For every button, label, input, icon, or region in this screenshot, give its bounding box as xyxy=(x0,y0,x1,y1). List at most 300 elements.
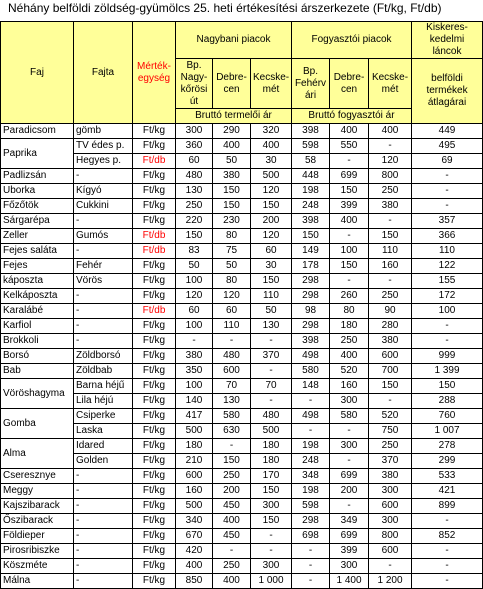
cell-price: 500 xyxy=(176,499,213,514)
cell-price: 417 xyxy=(176,409,213,424)
cell-faj: Padlizsán xyxy=(1,169,74,184)
cell-faj: káposzta xyxy=(1,274,74,289)
cell-price: 148 xyxy=(292,379,330,394)
cell-price: - xyxy=(292,394,330,409)
cell-fajta: - xyxy=(74,289,133,304)
cell-faj: Pirosribiszke xyxy=(1,544,74,559)
cell-faj: Sárgarépa xyxy=(1,214,74,229)
cell-price: 420 xyxy=(176,544,213,559)
cell-unit: Ft/kg xyxy=(133,139,176,154)
table-row xyxy=(1,364,483,379)
cell-fajta: - xyxy=(74,244,133,259)
cell-price: 60 xyxy=(213,304,251,319)
cell-price: 100 xyxy=(176,319,213,334)
table-row xyxy=(1,559,483,574)
cell-price: 50 xyxy=(213,259,251,274)
cell-fajta: Cukkini xyxy=(74,199,133,214)
cell-price: 298 xyxy=(292,319,330,334)
cell-price: - xyxy=(251,364,292,379)
header-nagybani: Nagybani piacok xyxy=(176,22,292,59)
cell-price: 150 xyxy=(213,184,251,199)
cell-price: 288 xyxy=(412,394,483,409)
cell-price: 300 xyxy=(330,559,369,574)
table-row xyxy=(1,214,483,229)
table-row xyxy=(1,469,483,484)
table-row xyxy=(1,514,483,529)
cell-fajta: - xyxy=(74,559,133,574)
cell-price: 100 xyxy=(176,274,213,289)
cell-price: 110 xyxy=(251,289,292,304)
cell-price: 98 xyxy=(292,304,330,319)
cell-unit: Ft/kg xyxy=(133,574,176,589)
cell-unit: Ft/kg xyxy=(133,499,176,514)
cell-fajta: Zöldbab xyxy=(74,364,133,379)
table-row xyxy=(1,409,483,424)
cell-price: 380 xyxy=(369,469,412,484)
table-row xyxy=(1,574,483,589)
cell-unit: Ft/kg xyxy=(133,469,176,484)
cell-price: 150 xyxy=(251,514,292,529)
cell-price: - xyxy=(412,514,483,529)
cell-unit: Ft/db xyxy=(133,229,176,244)
cell-price: 298 xyxy=(292,274,330,289)
cell-price: 598 xyxy=(292,499,330,514)
cell-price: 380 xyxy=(369,334,412,349)
cell-price: 398 xyxy=(292,214,330,229)
cell-price: 180 xyxy=(251,454,292,469)
cell-unit: Ft/kg xyxy=(133,124,176,139)
cell-price: - xyxy=(412,574,483,589)
cell-price: 130 xyxy=(213,394,251,409)
cell-price: - xyxy=(292,574,330,589)
cell-price: 230 xyxy=(213,214,251,229)
cell-price: 300 xyxy=(251,499,292,514)
cell-price: 150 xyxy=(176,229,213,244)
cell-price: 380 xyxy=(213,169,251,184)
cell-price: 520 xyxy=(369,409,412,424)
cell-fajta: Zöldborsó xyxy=(74,349,133,364)
cell-price: 533 xyxy=(412,469,483,484)
cell-unit: Ft/kg xyxy=(133,334,176,349)
cell-faj: Bab xyxy=(1,364,74,379)
cell-price: 498 xyxy=(292,349,330,364)
table-row xyxy=(1,124,483,139)
cell-faj: Földieper xyxy=(1,529,74,544)
cell-price: 80 xyxy=(213,229,251,244)
cell-price: 300 xyxy=(330,439,369,454)
cell-price: 250 xyxy=(369,184,412,199)
cell-price: 480 xyxy=(176,169,213,184)
cell-price: 600 xyxy=(369,349,412,364)
cell-price: - xyxy=(330,454,369,469)
table-row xyxy=(1,454,483,469)
cell-price: 30 xyxy=(251,259,292,274)
cell-fajta: Barna héjű xyxy=(74,379,133,394)
cell-price: 120 xyxy=(213,289,251,304)
table-row xyxy=(1,484,483,499)
cell-price: 450 xyxy=(213,529,251,544)
cell-faj: Paprika xyxy=(1,139,74,169)
cell-price: 580 xyxy=(292,364,330,379)
cell-price: 300 xyxy=(176,124,213,139)
cell-price: 80 xyxy=(330,304,369,319)
cell-price: 495 xyxy=(412,139,483,154)
cell-price: 248 xyxy=(292,199,330,214)
cell-price: 298 xyxy=(292,514,330,529)
cell-price: 50 xyxy=(176,259,213,274)
cell-unit: Ft/kg xyxy=(133,454,176,469)
table-row xyxy=(1,139,483,154)
cell-price: 600 xyxy=(176,469,213,484)
cell-faj: Paradicsom xyxy=(1,124,74,139)
cell-faj: Kelkáposzta xyxy=(1,289,74,304)
cell-price: - xyxy=(369,274,412,289)
cell-price: 999 xyxy=(412,349,483,364)
cell-price: - xyxy=(213,439,251,454)
cell-price: 70 xyxy=(213,379,251,394)
cell-unit: Ft/kg xyxy=(133,439,176,454)
cell-price: 370 xyxy=(369,454,412,469)
cell-price: 150 xyxy=(292,229,330,244)
cell-price: 100 xyxy=(412,304,483,319)
cell-unit: Ft/kg xyxy=(133,184,176,199)
cell-price: - xyxy=(412,199,483,214)
cell-unit: Ft/db xyxy=(133,154,176,169)
table-row xyxy=(1,424,483,439)
cell-price: 210 xyxy=(176,454,213,469)
cell-price: 400 xyxy=(330,214,369,229)
cell-fajta: - xyxy=(74,334,133,349)
cell-price: 140 xyxy=(176,394,213,409)
table-row xyxy=(1,349,483,364)
cell-faj: Gomba xyxy=(1,409,74,439)
cell-price: 250 xyxy=(330,334,369,349)
cell-price: - xyxy=(251,334,292,349)
cell-price: 400 xyxy=(330,349,369,364)
cell-faj: Karfiol xyxy=(1,319,74,334)
table-row xyxy=(1,529,483,544)
cell-unit: Ft/kg xyxy=(133,514,176,529)
cell-price: 90 xyxy=(369,304,412,319)
cell-price: 899 xyxy=(412,499,483,514)
cell-price: 400 xyxy=(213,514,251,529)
cell-price: - xyxy=(213,544,251,559)
table-row xyxy=(1,244,483,259)
cell-price: 670 xyxy=(176,529,213,544)
table-row xyxy=(1,394,483,409)
cell-unit: Ft/kg xyxy=(133,319,176,334)
cell-price: - xyxy=(213,334,251,349)
header-debrecen-nagybani: Debre-cen xyxy=(213,59,251,109)
cell-price: 50 xyxy=(251,304,292,319)
cell-price: - xyxy=(292,424,330,439)
header-fogyasztoi: Fogyasztói piacok xyxy=(292,22,412,59)
cell-price: - xyxy=(251,394,292,409)
header-kecskemet-nagybani: Kecske-mét xyxy=(251,59,292,109)
cell-faj: Uborka xyxy=(1,184,74,199)
cell-price: 150 xyxy=(369,229,412,244)
cell-price: 370 xyxy=(251,349,292,364)
cell-price: - xyxy=(369,214,412,229)
cell-price: 250 xyxy=(213,559,251,574)
cell-price: - xyxy=(412,319,483,334)
cell-price: 580 xyxy=(213,409,251,424)
cell-price: 130 xyxy=(176,184,213,199)
cell-unit: Ft/kg xyxy=(133,199,176,214)
cell-price: 100 xyxy=(330,244,369,259)
cell-price: 160 xyxy=(176,484,213,499)
cell-price: 800 xyxy=(369,169,412,184)
cell-price: 180 xyxy=(330,319,369,334)
cell-unit: Ft/kg xyxy=(133,364,176,379)
cell-faj: Borsó xyxy=(1,349,74,364)
cell-fajta: gömb xyxy=(74,124,133,139)
cell-price: 60 xyxy=(251,244,292,259)
table-row xyxy=(1,319,483,334)
cell-price: 800 xyxy=(369,529,412,544)
cell-faj: Alma xyxy=(1,439,74,469)
cell-price: 421 xyxy=(412,484,483,499)
cell-fajta: Kígyó xyxy=(74,184,133,199)
cell-faj: Karalábé xyxy=(1,304,74,319)
cell-price: 200 xyxy=(251,214,292,229)
header-kisker-sub: belföldi termékek átlagárai xyxy=(412,59,483,124)
cell-faj: Meggy xyxy=(1,484,74,499)
cell-price: - xyxy=(369,139,412,154)
cell-price: 598 xyxy=(292,139,330,154)
cell-unit: Ft/kg xyxy=(133,529,176,544)
cell-price: 400 xyxy=(213,139,251,154)
cell-price: 320 xyxy=(251,124,292,139)
cell-price: 600 xyxy=(213,364,251,379)
cell-fajta: - xyxy=(74,319,133,334)
cell-price: 60 xyxy=(176,154,213,169)
cell-price: 58 xyxy=(292,154,330,169)
cell-price: 700 xyxy=(369,364,412,379)
table-row xyxy=(1,229,483,244)
cell-price: 60 xyxy=(176,304,213,319)
cell-fajta: - xyxy=(74,214,133,229)
cell-price: 1 399 xyxy=(412,364,483,379)
cell-price: - xyxy=(412,544,483,559)
cell-unit: Ft/kg xyxy=(133,484,176,499)
cell-faj: Málna xyxy=(1,574,74,589)
table-row xyxy=(1,259,483,274)
cell-faj: Őszibarack xyxy=(1,514,74,529)
cell-price: 180 xyxy=(176,439,213,454)
table-row xyxy=(1,379,483,394)
header-kisker: Kiskeres-kedelmi láncok xyxy=(412,22,483,59)
cell-price: 198 xyxy=(292,439,330,454)
cell-fajta: - xyxy=(74,514,133,529)
cell-price: 83 xyxy=(176,244,213,259)
cell-unit: Ft/db xyxy=(133,304,176,319)
header-brutto-termeloi: Bruttó termelői ár xyxy=(176,109,292,124)
cell-faj: Kajszibarack xyxy=(1,499,74,514)
cell-fajta: Lila héjú xyxy=(74,394,133,409)
cell-price: 150 xyxy=(213,199,251,214)
cell-price: 698 xyxy=(292,529,330,544)
cell-price: 400 xyxy=(251,139,292,154)
cell-unit: Ft/kg xyxy=(133,349,176,364)
cell-fajta: Hegyes p. xyxy=(74,154,133,169)
cell-fajta: - xyxy=(74,469,133,484)
cell-fajta: Idared xyxy=(74,439,133,454)
cell-fajta: Golden xyxy=(74,454,133,469)
cell-unit: Ft/kg xyxy=(133,274,176,289)
cell-price: 300 xyxy=(330,394,369,409)
cell-fajta: Gumós xyxy=(74,229,133,244)
cell-unit: Ft/kg xyxy=(133,169,176,184)
cell-faj: Köszméte xyxy=(1,559,74,574)
cell-price: 500 xyxy=(251,424,292,439)
cell-price: 520 xyxy=(330,364,369,379)
cell-price: - xyxy=(330,424,369,439)
cell-price: 550 xyxy=(330,139,369,154)
cell-price: 1 400 xyxy=(330,574,369,589)
cell-price: 348 xyxy=(292,469,330,484)
cell-fajta: - xyxy=(74,499,133,514)
cell-price: 398 xyxy=(292,334,330,349)
cell-price: 122 xyxy=(412,259,483,274)
cell-faj: Fejes xyxy=(1,259,74,274)
cell-price: 150 xyxy=(251,274,292,289)
header-brutto-fogyasztoi: Bruttó fogyasztói ár xyxy=(292,109,412,124)
cell-price: 366 xyxy=(412,229,483,244)
cell-price: 600 xyxy=(369,544,412,559)
cell-price: 149 xyxy=(292,244,330,259)
cell-price: 130 xyxy=(251,319,292,334)
table-row xyxy=(1,439,483,454)
cell-price: 380 xyxy=(176,349,213,364)
cell-price: 290 xyxy=(213,124,251,139)
cell-price: - xyxy=(292,559,330,574)
cell-price: 399 xyxy=(330,199,369,214)
cell-price: 299 xyxy=(412,454,483,469)
header-bp-nagykorosi: Bp. Nagy-kőrösi út xyxy=(176,59,213,109)
cell-price: 852 xyxy=(412,529,483,544)
cell-price: - xyxy=(369,394,412,409)
cell-price: - xyxy=(330,154,369,169)
cell-faj: Vöröshagyma xyxy=(1,379,74,409)
table-row xyxy=(1,499,483,514)
cell-price: 480 xyxy=(251,409,292,424)
cell-price: 450 xyxy=(213,499,251,514)
page-title: Néhány belföldi zöldség-gyümölcs 25. heti értékesítési árszerkezete (Ft/kg, Ft/db) xyxy=(8,1,442,15)
cell-price: 198 xyxy=(292,184,330,199)
cell-fajta: - xyxy=(74,574,133,589)
header-faj: Faj xyxy=(1,22,74,124)
cell-unit: Ft/kg xyxy=(133,544,176,559)
cell-price: 448 xyxy=(292,169,330,184)
cell-price: - xyxy=(176,334,213,349)
cell-fajta: Csiperke xyxy=(74,409,133,424)
cell-price: 150 xyxy=(330,184,369,199)
cell-price: 850 xyxy=(176,574,213,589)
cell-price: 80 xyxy=(213,274,251,289)
cell-price: 250 xyxy=(369,289,412,304)
cell-price: 155 xyxy=(412,274,483,289)
cell-price: - xyxy=(412,334,483,349)
cell-price: 498 xyxy=(292,409,330,424)
cell-price: 360 xyxy=(176,139,213,154)
cell-unit: Ft/kg xyxy=(133,424,176,439)
cell-price: 250 xyxy=(213,469,251,484)
cell-price: 160 xyxy=(369,259,412,274)
cell-faj: Brokkoli xyxy=(1,334,74,349)
cell-price: 400 xyxy=(330,124,369,139)
cell-price: 500 xyxy=(176,424,213,439)
cell-fajta: - xyxy=(74,529,133,544)
cell-price: 399 xyxy=(330,544,369,559)
cell-price: 699 xyxy=(330,529,369,544)
cell-price: 630 xyxy=(213,424,251,439)
cell-price: 300 xyxy=(251,559,292,574)
cell-price: 150 xyxy=(412,379,483,394)
cell-price: 380 xyxy=(369,199,412,214)
price-table xyxy=(0,21,483,589)
header-bp-feherv: Bp. Fehérv ári xyxy=(292,59,330,109)
cell-price: 349 xyxy=(330,514,369,529)
cell-price: - xyxy=(412,559,483,574)
cell-price: 100 xyxy=(176,379,213,394)
cell-price: 250 xyxy=(176,199,213,214)
table-row xyxy=(1,154,483,169)
cell-price: 300 xyxy=(369,514,412,529)
cell-price: 280 xyxy=(369,319,412,334)
cell-fajta: - xyxy=(74,169,133,184)
cell-price: 30 xyxy=(251,154,292,169)
cell-unit: Ft/kg xyxy=(133,214,176,229)
cell-price: 760 xyxy=(412,409,483,424)
cell-price: 150 xyxy=(369,379,412,394)
table-row xyxy=(1,304,483,319)
cell-price: 580 xyxy=(330,409,369,424)
cell-price: 300 xyxy=(369,484,412,499)
table-row xyxy=(1,169,483,184)
cell-price: 69 xyxy=(412,154,483,169)
cell-price: 150 xyxy=(213,454,251,469)
cell-price: 400 xyxy=(176,559,213,574)
cell-fajta: Vörös xyxy=(74,274,133,289)
cell-faj: Zeller xyxy=(1,229,74,244)
cell-price: 110 xyxy=(213,319,251,334)
cell-price: 298 xyxy=(292,289,330,304)
cell-price: 400 xyxy=(213,574,251,589)
cell-price: 449 xyxy=(412,124,483,139)
cell-price: 198 xyxy=(292,484,330,499)
cell-price: 150 xyxy=(251,484,292,499)
cell-unit: Ft/kg xyxy=(133,409,176,424)
cell-price: 200 xyxy=(213,484,251,499)
cell-price: - xyxy=(369,559,412,574)
cell-unit: Ft/db xyxy=(133,244,176,259)
cell-price: 350 xyxy=(176,364,213,379)
cell-price: 750 xyxy=(369,424,412,439)
cell-unit: Ft/kg xyxy=(133,259,176,274)
cell-price: 160 xyxy=(330,379,369,394)
cell-price: 480 xyxy=(213,349,251,364)
cell-price: 1 200 xyxy=(369,574,412,589)
cell-faj: Fejes saláta xyxy=(1,244,74,259)
cell-price: 500 xyxy=(251,169,292,184)
cell-price: 150 xyxy=(251,199,292,214)
table-row xyxy=(1,199,483,214)
cell-unit: Ft/kg xyxy=(133,559,176,574)
cell-price: 75 xyxy=(213,244,251,259)
cell-price: 120 xyxy=(369,154,412,169)
cell-price: 180 xyxy=(251,439,292,454)
